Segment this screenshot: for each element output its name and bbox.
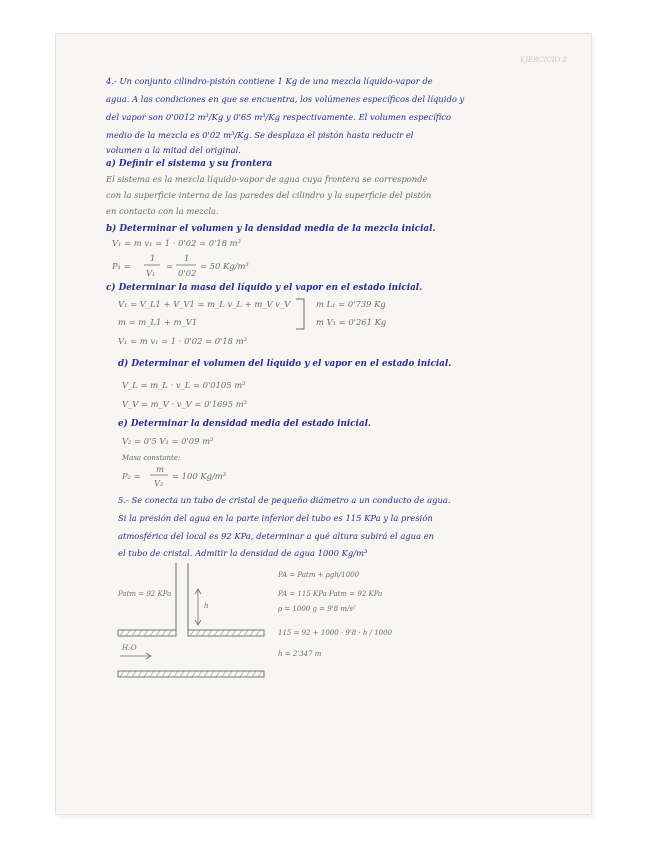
solution-line: ρ = 1000 g = 9'8 m/s² [278, 605, 356, 613]
part-e-note: Masa constante: [122, 454, 181, 462]
problem-4-line: volumen a la mitad del original. [106, 145, 241, 155]
part-c-equation: V₁ = m v₁ = 1 · 0'02 = 0'18 m³ [118, 336, 247, 346]
fraction-numerator: m [156, 464, 164, 474]
part-d-title: d) Determinar el volumen del líquido y el vapor en el estado inicial. [118, 359, 452, 369]
part-c-equation: m = m_L1 + m_V1 [118, 317, 198, 327]
fraction-numerator: 1 [184, 253, 190, 263]
problem-4-line: medio de la mezcla es 0'02 m³/Kg. Se desplaza el pistón hasta reducir el [106, 130, 414, 140]
problem-5-line: 5.- Se conecta un tubo de cristal de pequeño diámetro a un conducto de agua. [118, 495, 451, 505]
problem-5-line: atmosférica del local es 92 KPa, determinar a qué altura subirá el agua en [118, 531, 435, 541]
solution-line: PA = Patm + ρgh/1000 [278, 571, 360, 579]
part-a-title: a) Definir el sistema y su frontera [106, 159, 273, 169]
problem-4-line: agua. A las condiciones en que se encuentra, los volúmenes específicos del líquido y [106, 94, 465, 104]
solution-result: h = 2'347 m [278, 650, 322, 658]
part-d-equation: V_V = m_V · v_V = 0'1695 m³ [122, 399, 248, 409]
density-result: = 100 Kg/m³ [172, 471, 227, 481]
part-e-equation: V₂ = 0'5 V₁ = 0'09 m³ [122, 436, 214, 446]
solution-line: 115 = 92 + 1000 · 9'8 · h / 1000 [278, 629, 393, 637]
part-a-text: con la superficie interna de las paredes del cilindro y la superficie del pistón [106, 190, 432, 200]
problem-4-line: del vapor son 0'0012 m³/Kg y 0'65 m³/Kg respectivamente. El volumen específico [106, 112, 452, 122]
problem-4-line: 4.- Un conjunto cilindro-pistón contiene 1 Kg de una mezcla líquido-vapor de [106, 76, 433, 86]
part-b-volume-equation: V₁ = m v₁ = 1 · 0'02 = 0'18 m³ [112, 238, 241, 248]
problem-5-line: Si la presión del agua en la parte inferior del tubo es 115 KPa y la presión [118, 513, 433, 523]
fraction-numerator: 1 [150, 253, 156, 263]
density-lhs: P₂ = [122, 471, 141, 481]
fraction-denominator: 0'02 [178, 268, 197, 278]
fraction-denominator: V₁ [146, 268, 156, 278]
fluid-label: H₂O [122, 644, 137, 652]
density-lhs: P₁ = [112, 261, 131, 271]
part-c-title: c) Determinar la masa del líquido y el vapor en el estado inicial. [106, 283, 423, 293]
part-c-result-liquid: m L₁ = 0'739 Kg [316, 299, 386, 309]
height-label: h [204, 602, 209, 610]
equals-sign: = [166, 261, 174, 271]
part-e-title: e) Determinar la densidad media del estado inicial. [118, 419, 371, 429]
part-a-text: en contacto con la mezcla. [106, 206, 219, 216]
part-d-equation: V_L = m_L · v_L = 0'0105 m³ [122, 380, 246, 390]
fraction-denominator: V₂ [154, 478, 164, 488]
solution-line: PA = 115 KPa Patm = 92 KPa [278, 590, 383, 598]
patm-label: Patm = 92 KPa [118, 590, 172, 598]
part-b-title: b) Determinar el volumen y la densidad media de la mezcla inicial. [106, 224, 436, 234]
problem-5-line: el tubo de cristal. Admitir la densidad de agua 1000 Kg/m³ [118, 548, 368, 558]
part-c-result-vapor: m V₁ = 0'261 Kg [316, 317, 387, 327]
part-a-text: El sistema es la mezcla líquido-vapor de agua cuya frontera se corresponde [106, 174, 428, 184]
density-result: = 50 Kg/m³ [200, 261, 249, 271]
part-c-equation: V₁ = V_L1 + V_V1 = m_L v_L + m_V v_V [118, 299, 291, 309]
bleed-through-header: EJERCICIO 2 [520, 56, 567, 64]
